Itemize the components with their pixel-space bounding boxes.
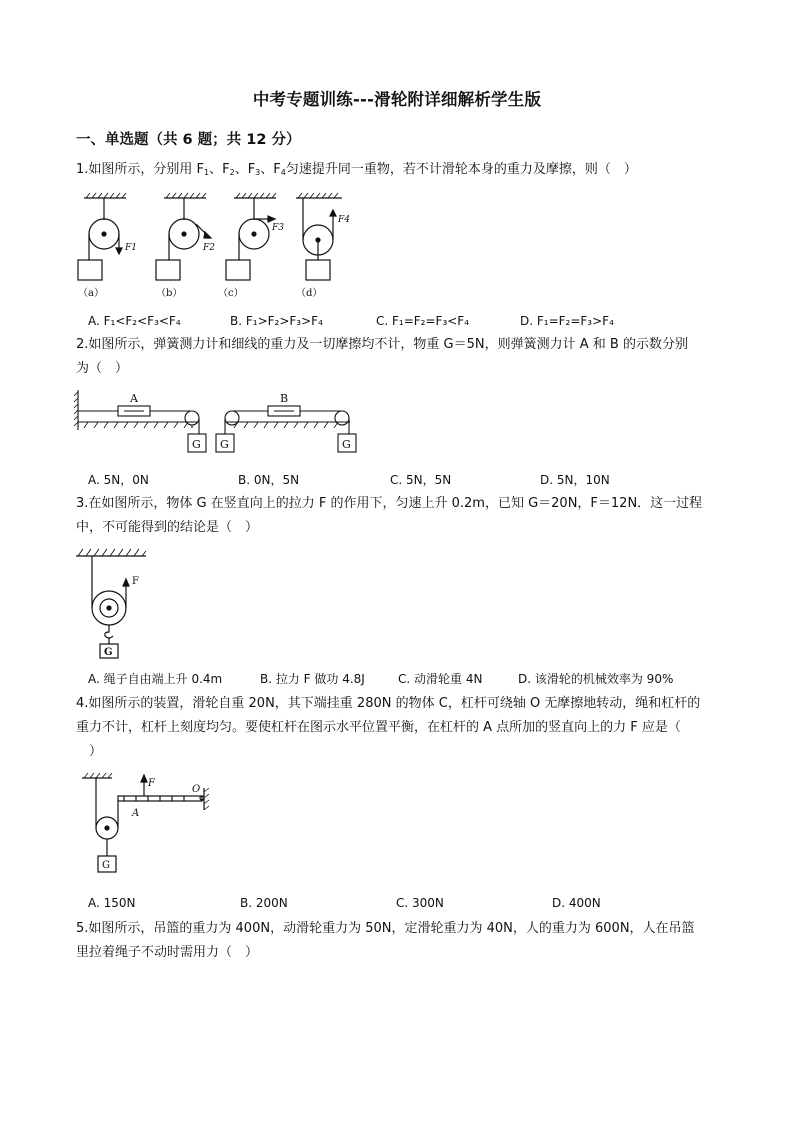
q4-weight-label: G bbox=[102, 860, 110, 871]
q2-weight-label-1: G bbox=[192, 438, 201, 451]
q2-weight-label-2: G bbox=[220, 438, 229, 451]
q5-text-line-2: 里拉着绳子不动时需用力（ ） bbox=[76, 945, 259, 960]
q3-weight-label: G bbox=[104, 647, 113, 658]
q2-weight-label-3: G bbox=[342, 438, 351, 451]
q4-text-line-3: ） bbox=[76, 744, 103, 759]
q3-text-line-2: 中，不可能得到的结论是（ ） bbox=[76, 520, 259, 535]
q1-text-pre: 1.如图所示，分别用 F bbox=[76, 162, 205, 177]
q2-text-line-1: 2.如图所示，弹簧测力计和细线的重力及一切摩擦均不计，物重 G＝5N，则弹簧测力计 A 和 B 的示数分别 bbox=[76, 337, 688, 352]
q3-option-d[interactable]: D. 该滑轮的机械效率为 90% bbox=[518, 672, 674, 686]
q1-options bbox=[88, 314, 728, 332]
question-3-text bbox=[76, 492, 718, 540]
q3-text-line-1: 3.在如图所示，物体 G 在竖直向上的拉力 F 的作用下，匀速上升 0.2m，已知 G＝20N，F＝12N．这一过程 bbox=[76, 496, 703, 511]
q4-pivot-label: O bbox=[192, 784, 201, 795]
q2-text-line-2: 为（ ） bbox=[76, 361, 129, 376]
q2-option-a[interactable]: A. 5N，0N bbox=[88, 473, 149, 487]
q1-sub-3: 3 bbox=[255, 168, 261, 177]
q3-option-b[interactable]: B. 拉力 F 做功 4.8J bbox=[260, 672, 365, 686]
q2-option-c[interactable]: C. 5N，5N bbox=[390, 473, 452, 487]
q4-option-d[interactable]: D. 400N bbox=[552, 896, 601, 910]
q1-figure-label-b: （b） bbox=[156, 288, 183, 299]
q4-option-a[interactable]: A. 150N bbox=[88, 896, 136, 910]
q1-text-post: 匀速提升同一重物，若不计滑轮本身的重力及摩擦，则（ ） bbox=[285, 162, 637, 177]
q1-sub-4: 4 bbox=[280, 168, 286, 177]
q2-option-d[interactable]: D. 5N，10N bbox=[540, 473, 610, 487]
q1-option-c[interactable]: C. F₁=F₂=F₃<F₄ bbox=[376, 314, 470, 328]
q2-options bbox=[88, 471, 728, 489]
q1-figure-label-c: （c） bbox=[218, 288, 244, 299]
q4-text-line-1: 4.如图所示的装置，滑轮自重 20N，其下端挂重 280N 的物体 C，杠杆可绕轴 O 无摩擦地转动，绳和杠杆的 bbox=[76, 696, 701, 711]
q1-option-d[interactable]: D. F₁=F₂=F₃>F₄ bbox=[520, 314, 614, 328]
q1-figure bbox=[70, 192, 370, 304]
q1-sub-2: 2 bbox=[229, 168, 235, 177]
q3-force-label: F bbox=[132, 576, 139, 587]
q2-figure bbox=[74, 388, 360, 460]
q4-option-b[interactable]: B. 200N bbox=[240, 896, 288, 910]
question-2-text bbox=[76, 333, 718, 381]
q4-point-a-label: A bbox=[132, 808, 140, 819]
q1-option-a[interactable]: A. F₁<F₂<F₃<F₄ bbox=[88, 314, 181, 328]
q1-force-label-1: F1 bbox=[125, 243, 137, 253]
q3-option-c[interactable]: C. 动滑轮重 4N bbox=[398, 672, 483, 686]
q3-figure bbox=[74, 546, 158, 662]
q2-option-b[interactable]: B. 0N，5N bbox=[238, 473, 300, 487]
q3-option-a[interactable]: A. 绳子自由端上升 0.4m bbox=[88, 672, 223, 686]
q2-label-b: B bbox=[280, 392, 289, 405]
q1-figure-label-d: （d） bbox=[296, 288, 323, 299]
q1-figure-label-a: （a） bbox=[78, 288, 104, 299]
question-4-text bbox=[76, 692, 718, 764]
q4-option-c[interactable]: C. 300N bbox=[396, 896, 444, 910]
question-1-text: 1.如图所示，分别用 $F_1$、$F_2$、$F_3$、$F_4$匀速提升同一重物，若不计滑轮本身的重力及摩擦，则（ ） bbox=[76, 162, 637, 177]
q3-options bbox=[88, 670, 728, 688]
q1-force-label-3: F3 bbox=[272, 223, 284, 233]
q5-text-line-1: 5.如图所示，吊篮的重力为 400N，动滑轮重力为 50N，定滑轮重力为 40N，人的重力为 600N，人在吊篮 bbox=[76, 921, 695, 936]
q1-force-label-2: F2 bbox=[203, 243, 215, 253]
q4-text-line-2: 重力不计，杠杆上刻度均匀。要使杠杆在图示水平位置平衡，在杠杆的 A 点所加的竖直向上的力 F 应是（ bbox=[76, 720, 681, 735]
q1-force-label-4: F4 bbox=[338, 215, 350, 225]
q4-figure bbox=[78, 770, 214, 882]
q2-label-a: A bbox=[130, 392, 138, 405]
q4-force-label: F bbox=[148, 778, 155, 789]
q1-option-b[interactable]: B. F₁>F₂>F₃>F₄ bbox=[230, 314, 323, 328]
q1-sub-1: 1 bbox=[204, 168, 210, 177]
question-5-text bbox=[76, 917, 718, 965]
document-title: 中考专题训练---滑轮附详细解析学生版 bbox=[252, 90, 542, 109]
section-heading: 一、单选题（共 6 题；共 12 分） bbox=[76, 132, 301, 148]
q4-options bbox=[88, 896, 728, 914]
